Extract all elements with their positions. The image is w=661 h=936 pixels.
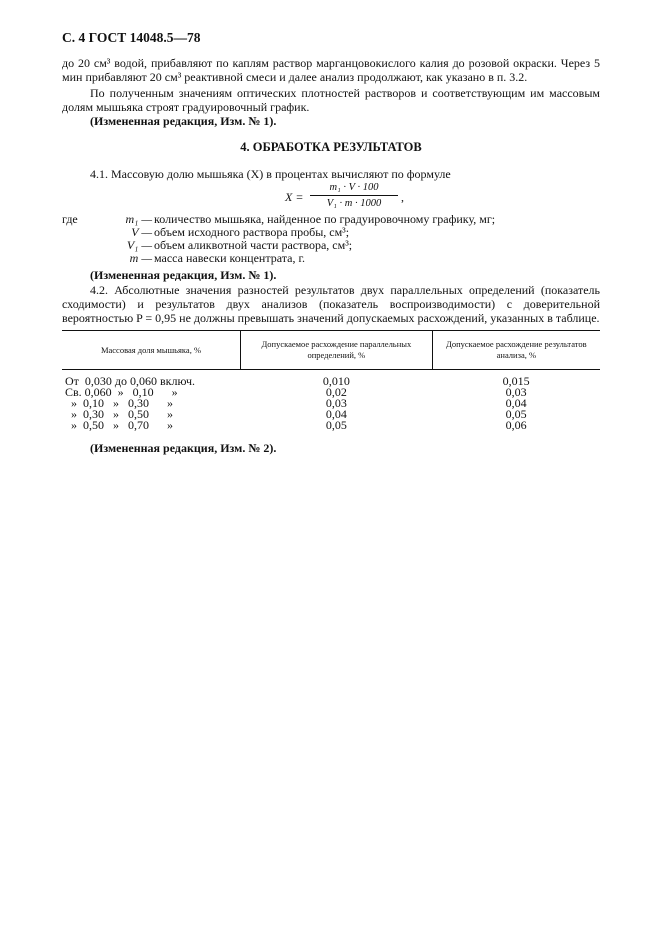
cell-range: » 0,50 » 0,70 »: [65, 418, 173, 432]
cell-parallel: 0,03: [325, 396, 347, 410]
cell-analysis: 0,06: [505, 418, 527, 432]
formula-fraction: [310, 181, 398, 210]
intro-paragraph-2: По полученным значениям оптических плотностей растворов и соответствующим им массовым долям мышьяка строят градуировочный график.: [62, 86, 600, 114]
legend-symbol: m₁ —: [125, 212, 152, 226]
cell-range: Св. 0,060 » 0,10 »: [65, 385, 178, 399]
legend-symbol: V —: [131, 225, 152, 239]
legend-text: масса навески концентрата, г.: [154, 251, 306, 265]
legend-text: количество мышьяка, найденное по градуировочному графику, мг;: [154, 212, 496, 226]
legend-symbol: V₁ —: [126, 238, 152, 252]
formula-tail: ,: [401, 190, 404, 204]
cell-parallel: 0,02: [325, 385, 347, 399]
table-header-row: [62, 331, 600, 370]
cell-analysis: 0,03: [505, 385, 527, 399]
edit-note-3: (Измененная редакция, Изм. № 2).: [90, 441, 277, 455]
cell-range: От 0,030 до 0,060 включ.: [65, 374, 196, 388]
cell-range: » 0,10 » 0,30 »: [65, 396, 173, 410]
clause-4-1-text: 4.1. Массовую долю мышьяка (X) в процентах вычисляют по формуле: [90, 167, 451, 181]
column-header-mass-fraction: Массовая доля мышьяка, %: [62, 331, 241, 370]
cell-parallel: 0,010: [322, 374, 350, 388]
edit-note-2: (Измененная редакция, Изм. № 1).: [90, 268, 277, 282]
fraction-bar: [310, 195, 398, 196]
legend-symbol: m —: [129, 251, 152, 265]
legend-text: объем аликвотной части раствора, см³;: [154, 238, 353, 252]
cell-parallel: 0,04: [325, 407, 347, 421]
cell-analysis: 0,015: [502, 374, 530, 388]
intro-paragraph-1: до 20 см³ водой, прибавляют по каплям раствор марганцовокислого калия до розовой окраски. Через 5 мин прибавляют 20 см³ реактивной смеси и далее анализ продолжают, как указано в п. 3.2.: [62, 56, 600, 84]
table-row: [62, 420, 600, 431]
formula-lhs: X =: [285, 190, 304, 204]
section-title: 4. ОБРАБОТКА РЕЗУЛЬТАТОВ: [240, 140, 422, 154]
cell-analysis: 0,05: [505, 407, 527, 421]
cell-range: » 0,30 » 0,50 »: [65, 407, 173, 421]
column-header-analysis: Допускаемое расхождение результатов анализа, %: [432, 331, 600, 370]
legend-lead: где: [62, 212, 78, 226]
edit-note-1: (Измененная редакция, Изм. № 1).: [90, 114, 277, 128]
column-header-parallel: Допускаемое расхождение параллельных определений, %: [241, 331, 433, 370]
tolerance-table: [62, 330, 600, 431]
cell-parallel: 0,05: [325, 418, 347, 432]
legend-text: объем исходного раствора пробы, см³;: [154, 225, 350, 239]
formula-numerator: m₁ · V · 100: [329, 182, 379, 193]
clause-4-2-text: 4.2. Абсолютные значения разностей результатов двух параллельных определений (показатель сходимости) и результатов двух анализов (показатель воспроизводимости) с доверительной вероятностью P = 0,95 не должны превышать значений допускаемых расхождений, указанных в таблице.: [62, 283, 600, 325]
formula-denominator: V₁ · m · 1000: [326, 198, 382, 209]
cell-analysis: 0,04: [505, 396, 527, 410]
page-header: С. 4 ГОСТ 14048.5—78: [62, 30, 201, 45]
